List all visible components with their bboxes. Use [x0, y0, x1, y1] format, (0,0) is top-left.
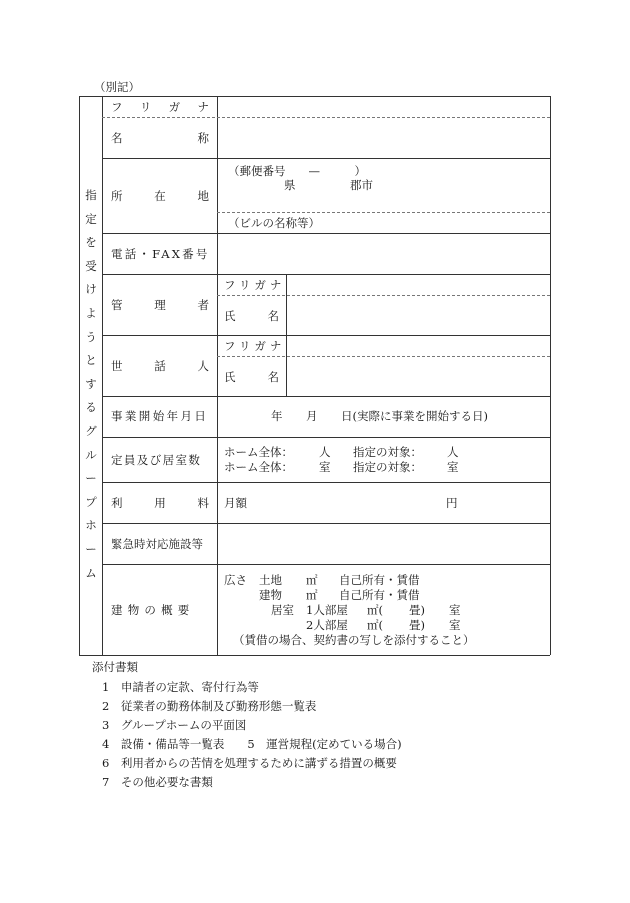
city: 郡市	[350, 178, 373, 192]
building-sqm: ㎡	[306, 588, 318, 602]
attachment-item: 7 その他必要な書類	[102, 775, 213, 789]
home-total-persons: ホーム全体：	[224, 445, 293, 459]
month-unit: 月	[306, 409, 318, 423]
attachment-item: 2 従業者の勤務体制及び勤務形態一覧表	[102, 699, 317, 713]
single-room-unit: 室	[449, 603, 461, 617]
postal-code: （郵便番号 — ）	[228, 164, 366, 178]
single-sqm: ㎡(	[367, 603, 383, 617]
double-tatami: 畳)	[409, 618, 425, 632]
prefecture: 県	[284, 178, 296, 192]
rent-note: （賃借の場合、契約書の写しを添付すること）	[233, 633, 475, 647]
land-label: 土地	[259, 573, 282, 587]
attachment-item: 6 利用者からの苦情を処理するために講ずる措置の概要	[102, 756, 397, 770]
rooms-unit-2: 室	[447, 460, 459, 474]
note-label: （別記）	[94, 80, 140, 94]
fee-label: 利 用 料	[111, 496, 209, 510]
emergency-label: 緊急時対応施設等	[111, 537, 203, 551]
day-note: 日(実際に事業を開始する日)	[341, 409, 488, 423]
manager-name: 氏 名	[224, 309, 279, 323]
single-tatami: 畳)	[409, 603, 425, 617]
attachment-item: 4 設備・備品等一覧表 5 運営規程(定めている場合)	[102, 737, 402, 751]
caretaker-label: 世 話 人	[111, 359, 209, 373]
yen-unit: 円	[446, 496, 458, 510]
building-name: （ビルの名称等）	[228, 216, 320, 230]
phone-label: 電話・FAX番号	[111, 247, 210, 261]
name-label: 名 称	[111, 131, 209, 145]
persons-unit: 人	[319, 445, 331, 459]
year-unit: 年	[271, 409, 283, 423]
double-room: 2人部屋	[306, 618, 348, 632]
building-ownership: 自己所有・賃借	[339, 588, 420, 602]
land-sqm: ㎡	[306, 573, 318, 587]
target-persons: 指定の対象：	[353, 445, 422, 459]
capacity-label: 定員及び居室数	[111, 453, 202, 467]
room-label: 居室	[271, 603, 294, 617]
start-date-label: 事業開始年月日	[111, 409, 209, 423]
building-sub-label: 建物	[259, 588, 282, 602]
persons-unit-2: 人	[447, 445, 459, 459]
manager-label: 管 理 者	[111, 298, 209, 312]
home-total-rooms: ホーム全体：	[224, 460, 293, 474]
building-overview-label: 建物の概要	[111, 603, 195, 617]
furigana-label: フ リ ガ ナ	[111, 100, 209, 114]
attachment-item: 3 グループホームの平面図	[102, 718, 247, 732]
monthly-label: 月額	[224, 496, 247, 510]
attachment-item: 1 申請者の定款、寄付行為等	[102, 680, 259, 694]
target-rooms: 指定の対象：	[353, 460, 422, 474]
manager-furigana: フリガナ	[224, 278, 286, 292]
vertical-header: 指 定 を 受 け よ う と す る グ ル ー プ ホ ー ム	[85, 188, 97, 580]
land-ownership: 自己所有・賃借	[339, 573, 420, 587]
double-room-unit: 室	[449, 618, 461, 632]
location-label: 所 在 地	[111, 189, 209, 203]
double-sqm: ㎡(	[367, 618, 383, 632]
attachments-title: 添付書類	[92, 660, 138, 674]
rooms-unit: 室	[319, 460, 331, 474]
area-label: 広さ	[224, 573, 247, 587]
caretaker-name: 氏 名	[224, 370, 279, 384]
caretaker-furigana: フリガナ	[224, 339, 286, 353]
single-room: 1人部屋	[306, 603, 348, 617]
